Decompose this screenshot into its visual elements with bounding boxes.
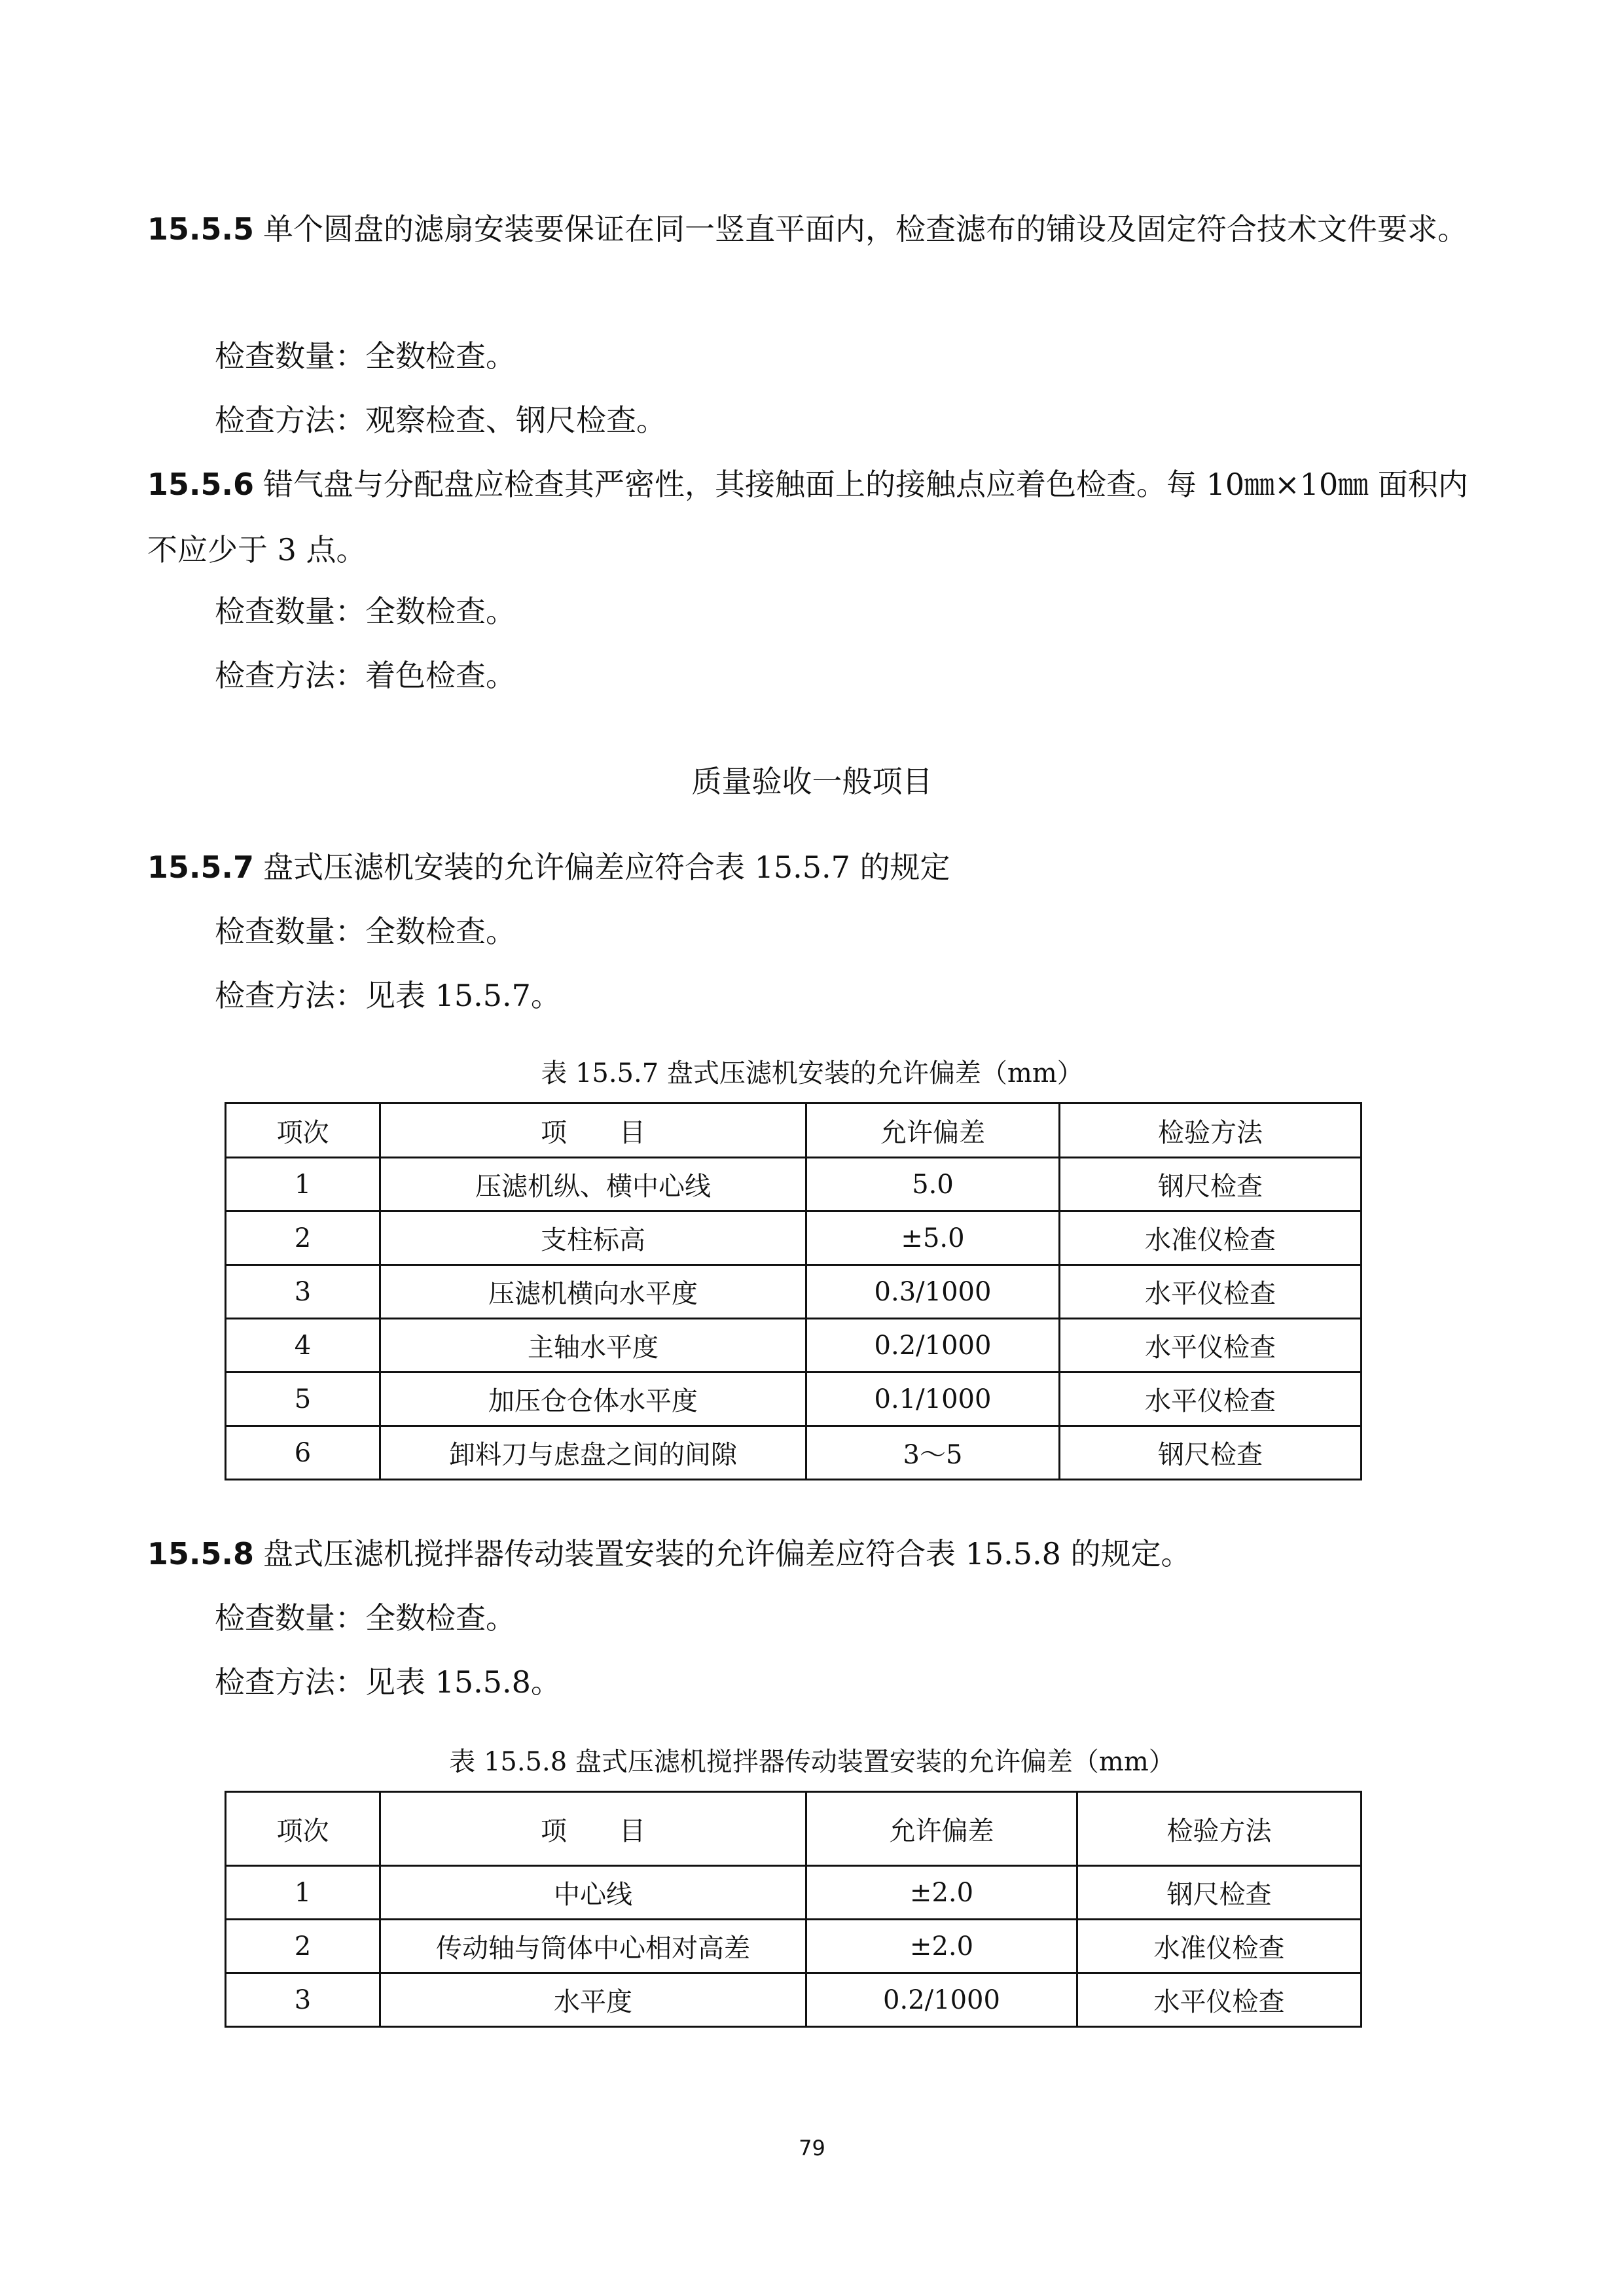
- clause-15-5-7: [147, 848, 950, 887]
- cell-method: 水平仪检查: [1060, 1372, 1362, 1426]
- cell-item-no: 1: [226, 1158, 380, 1211]
- cell-tolerance: ±2.0: [806, 1866, 1077, 1920]
- cell-item: 支柱标高: [380, 1211, 806, 1265]
- check-quantity: 检查数量：全数检查。: [215, 594, 516, 629]
- clause-number: 15.5.8: [147, 1536, 254, 1571]
- cell-item: 卸料刀与虑盘之间的间隙: [380, 1426, 806, 1480]
- header-item: 项 目: [380, 1792, 806, 1866]
- check-method: 检查方法：着色检查。: [215, 658, 516, 693]
- cell-method: 钢尺检查: [1077, 1866, 1362, 1920]
- header-method: 检验方法: [1077, 1792, 1362, 1866]
- header-item-no: 项次: [226, 1103, 380, 1158]
- page-number: 79: [799, 2136, 825, 2161]
- clause-number: 15.5.6: [147, 467, 254, 502]
- table-caption: 表 15.5.7 盘式压滤机安装的允许偏差（mm）: [541, 1058, 1083, 1088]
- table-row: [226, 1973, 1362, 2027]
- cell-method: 水平仪检查: [1060, 1265, 1362, 1319]
- header-tolerance: 允许偏差: [806, 1103, 1060, 1158]
- table-row: [226, 1426, 1362, 1480]
- table-row: [226, 1866, 1362, 1920]
- header-item-no: 项次: [226, 1792, 380, 1866]
- cell-item-no: 4: [226, 1319, 380, 1372]
- clause-15-5-6: [147, 452, 1483, 583]
- cell-method: 钢尺检查: [1060, 1158, 1362, 1211]
- cell-item: 压滤机横向水平度: [380, 1265, 806, 1319]
- cell-item-no: 3: [226, 1265, 380, 1319]
- cell-item-no: 5: [226, 1372, 380, 1426]
- clause-text: 盘式压滤机安装的允许偏差应符合表 15.5.7 的规定: [262, 850, 950, 885]
- clause-15-5-8: [147, 1534, 1191, 1573]
- cell-tolerance: 0.2/1000: [806, 1319, 1060, 1372]
- cell-item-no: 2: [226, 1920, 380, 1973]
- clause-text: 错气盘与分配盘应检查其严密性，其接触面上的接触点应着色检查。每 10㎜×10㎜ 面积内不应少于 3 点。: [147, 467, 1468, 567]
- header-method: 检验方法: [1060, 1103, 1362, 1158]
- cell-tolerance: 0.1/1000: [806, 1372, 1060, 1426]
- check-quantity: 检查数量：全数检查。: [215, 338, 516, 374]
- cell-item: 加压仓仓体水平度: [380, 1372, 806, 1426]
- section-heading: 质量验收一般项目: [691, 764, 933, 799]
- table-row: [226, 1372, 1362, 1426]
- cell-item-no: 1: [226, 1866, 380, 1920]
- cell-tolerance: ±2.0: [806, 1920, 1077, 1973]
- cell-item: 传动轴与筒体中心相对高差: [380, 1920, 806, 1973]
- cell-item: 主轴水平度: [380, 1319, 806, 1372]
- clause-number: 15.5.7: [147, 850, 254, 885]
- cell-method: 水平仪检查: [1060, 1319, 1362, 1372]
- cell-tolerance: 0.2/1000: [806, 1973, 1077, 2027]
- cell-item: 水平度: [380, 1973, 806, 2027]
- table-header-row: [226, 1792, 1362, 1866]
- table-row: [226, 1265, 1362, 1319]
- cell-tolerance: 0.3/1000: [806, 1265, 1060, 1319]
- clause-15-5-5: [147, 196, 1483, 262]
- table-row: [226, 1319, 1362, 1372]
- check-method: 检查方法：见表 15.5.7。: [215, 978, 561, 1013]
- table-row: [226, 1211, 1362, 1265]
- clause-number: 15.5.5: [147, 211, 254, 247]
- clause-text: 盘式压滤机搅拌器传动装置安装的允许偏差应符合表 15.5.8 的规定。: [262, 1536, 1191, 1571]
- cell-tolerance: ±5.0: [806, 1211, 1060, 1265]
- cell-method: 钢尺检查: [1060, 1426, 1362, 1480]
- check-method: 检查方法：观察检查、钢尺检查。: [215, 403, 666, 438]
- cell-method: 水平仪检查: [1077, 1973, 1362, 2027]
- cell-item: 中心线: [380, 1866, 806, 1920]
- cell-tolerance: 5.0: [806, 1158, 1060, 1211]
- table-caption: 表 15.5.8 盘式压滤机搅拌器传动装置安装的允许偏差（mm）: [449, 1747, 1175, 1777]
- cell-method: 水准仪检查: [1077, 1920, 1362, 1973]
- cell-item-no: 2: [226, 1211, 380, 1265]
- cell-tolerance: 3～5: [806, 1426, 1060, 1480]
- cell-item-no: 6: [226, 1426, 380, 1480]
- tolerance-table-15-5-8: [225, 1791, 1362, 2028]
- table-row: [226, 1158, 1362, 1211]
- check-quantity: 检查数量：全数检查。: [215, 1600, 516, 1636]
- check-quantity: 检查数量：全数检查。: [215, 914, 516, 949]
- check-method: 检查方法：见表 15.5.8。: [215, 1664, 561, 1700]
- tolerance-table-15-5-7: [225, 1102, 1362, 1480]
- table-row: [226, 1920, 1362, 1973]
- cell-method: 水准仪检查: [1060, 1211, 1362, 1265]
- cell-item: 压滤机纵、横中心线: [380, 1158, 806, 1211]
- header-tolerance: 允许偏差: [806, 1792, 1077, 1866]
- clause-text: 单个圆盘的滤扇安装要保证在同一竖直平面内，检查滤布的铺设及固定符合技术文件要求。: [262, 211, 1468, 247]
- header-item: 项 目: [380, 1103, 806, 1158]
- cell-item-no: 3: [226, 1973, 380, 2027]
- table-header-row: [226, 1103, 1362, 1158]
